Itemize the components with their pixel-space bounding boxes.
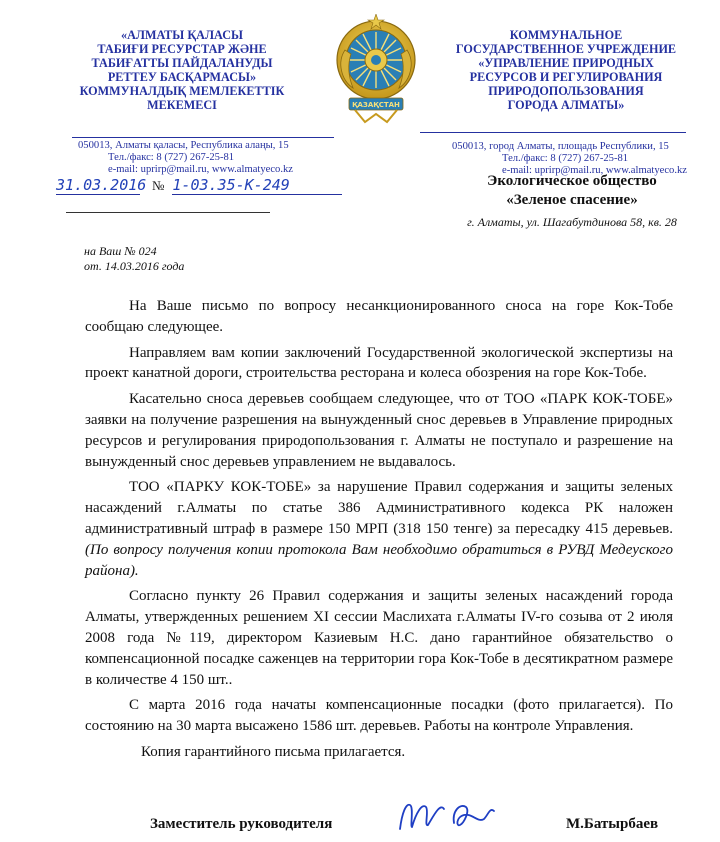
paragraph-main: ТОО «ПАРКУ КОК-ТОБЕ» за нарушение Правил содержания и защиты зеленых насаждений г.Алматы по статье 386 Административного кодекса РК наложен административный штраф в размере 150 МРП (318 150 тенге) за пересадку 415 деревьев. bbox=[85, 479, 673, 537]
paragraph: На Ваше письмо по вопросу несанкционированного сноса на горе Кок-Тобе сообщаю следующее. bbox=[85, 298, 673, 335]
paragraph: С марта 2016 года начаты компенсационные посадки (фото прилагается). По состоянию на 30 марта высажено 1586 шт. деревьев. Работы на контроле Управления. bbox=[85, 697, 673, 735]
contact-block-left bbox=[78, 140, 293, 176]
letterhead-kz-line: ТАБИҒИ РЕСУРСТАР ЖӘНЕ bbox=[97, 42, 267, 56]
letter-body bbox=[85, 296, 673, 768]
reply-date: от. 14.03.2016 года bbox=[84, 259, 185, 273]
paragraph: Касательно сноса деревьев сообщаем следующее, что от ТОО «ПАРК КОК-ТОБЕ» заявки на получение разрешения на вынужденный снос деревьев в Управление природных ресурсов и регулирования природопользования г. Алматы не поступало и разрешение на вынужденный снос деревьев управлением не выдавалось. bbox=[85, 391, 673, 470]
letterhead-ru-line: ГОСУДАРСТВЕННОЕ УЧРЕЖДЕНИЕ bbox=[455, 42, 677, 56]
reply-number: на Ваш № 024 bbox=[84, 244, 157, 258]
outgoing-reference bbox=[56, 176, 342, 195]
letterhead-ru-line: РЕСУРСОВ И РЕГУЛИРОВАНИЯ bbox=[469, 70, 663, 84]
reply-reference bbox=[84, 244, 184, 274]
paragraph: Направляем вам копии заключений Государственной экологической экспертизы на проект канатной дороги, строительства ресторана и колеса обозрения на горе Кок-Тобе. bbox=[85, 344, 673, 382]
contact-phone: Тел./факс: 8 (727) 267-25-81 bbox=[108, 152, 235, 163]
letterhead-ru-line: КОММУНАЛЬНОЕ bbox=[509, 28, 623, 42]
letterhead-kazakh bbox=[66, 28, 298, 112]
letterhead-kz-line: ТАБИҒАТТЫ ПАЙДАЛАНУДЫ bbox=[91, 56, 273, 70]
letterhead-divider-right bbox=[420, 132, 686, 133]
letterhead-kz-line: «АЛМАТЫ ҚАЛАСЫ bbox=[120, 28, 244, 42]
paragraph: Согласно пункту 26 Правил содержания и защиты зеленых насаждений города Алматы, утвержденных решением XI сессии Маслихата г.Алматы IV-го созыва от 2 июля 2008 года №119, директором Казиевым Н.С. дано гарантийное обязательство о компенсационной посадке саженцев на территории гора Кок-Тобе в десятикратном размере в количестве 4 150 шт.. bbox=[85, 588, 673, 688]
contact-address: 050013, Алматы қаласы, Республика алаңы, 15 bbox=[78, 140, 289, 151]
number-sign: № bbox=[152, 178, 165, 193]
state-emblem-icon bbox=[335, 14, 417, 130]
handwritten-signature-icon bbox=[394, 793, 524, 837]
letterhead-ru-line: ПРИРОДОПОЛЬЗОВАНИЯ bbox=[488, 84, 644, 98]
emblem-text: ҚАЗАҚСТАН bbox=[352, 101, 400, 109]
addressee-address: г. Алматы, ул. Шагабутдинова 58, кв. 28 bbox=[467, 215, 677, 229]
contact-address: 050013, город Алматы, площадь Республики, 15 bbox=[452, 141, 669, 152]
signatory-name: М.Батырбаев bbox=[566, 816, 659, 832]
letterhead-kz-line: КОММУНАЛДЫҚ МЕМЛЕКЕТТІК bbox=[79, 84, 285, 98]
addressee-line-1: Экологическое общество bbox=[487, 173, 657, 189]
reference-underline bbox=[66, 212, 270, 213]
letterhead-ru-line: «УПРАВЛЕНИЕ ПРИРОДНЫХ bbox=[478, 56, 654, 70]
paragraph bbox=[85, 477, 673, 581]
contact-phone: Тел./факс: 8 (727) 267-25-81 bbox=[502, 153, 629, 164]
letterhead-divider-left bbox=[72, 137, 334, 138]
signatory-position: Заместитель руководителя bbox=[150, 816, 333, 832]
letterhead-ru-line: ГОРОДА АЛМАТЫ» bbox=[507, 98, 625, 112]
paragraph-note: (По вопросу получения копии протокола Вам необходимо обратиться в РУВД Медеуского района). bbox=[85, 541, 673, 579]
addressee-line-2: «Зеленое спасение» bbox=[506, 192, 638, 208]
letterhead-russian bbox=[446, 28, 686, 112]
contact-email: e-mail: uprirp@mail.ru, www.almatyeco.kz bbox=[502, 165, 687, 176]
paragraph: Копия гарантийного письма прилагается. bbox=[141, 743, 406, 760]
addressee bbox=[446, 172, 698, 230]
contact-email: e-mail: uprirp@mail.ru, www.almatyeco.kz bbox=[108, 164, 293, 175]
outgoing-date: 31.03.2016 bbox=[56, 176, 147, 194]
letterhead-kz-line: РЕТТЕУ БАСҚАРМАСЫ» bbox=[107, 70, 257, 84]
letterhead-kz-line: МЕКЕМЕСІ bbox=[147, 98, 217, 112]
outgoing-number: 1-03.35-К-249 bbox=[172, 176, 342, 195]
